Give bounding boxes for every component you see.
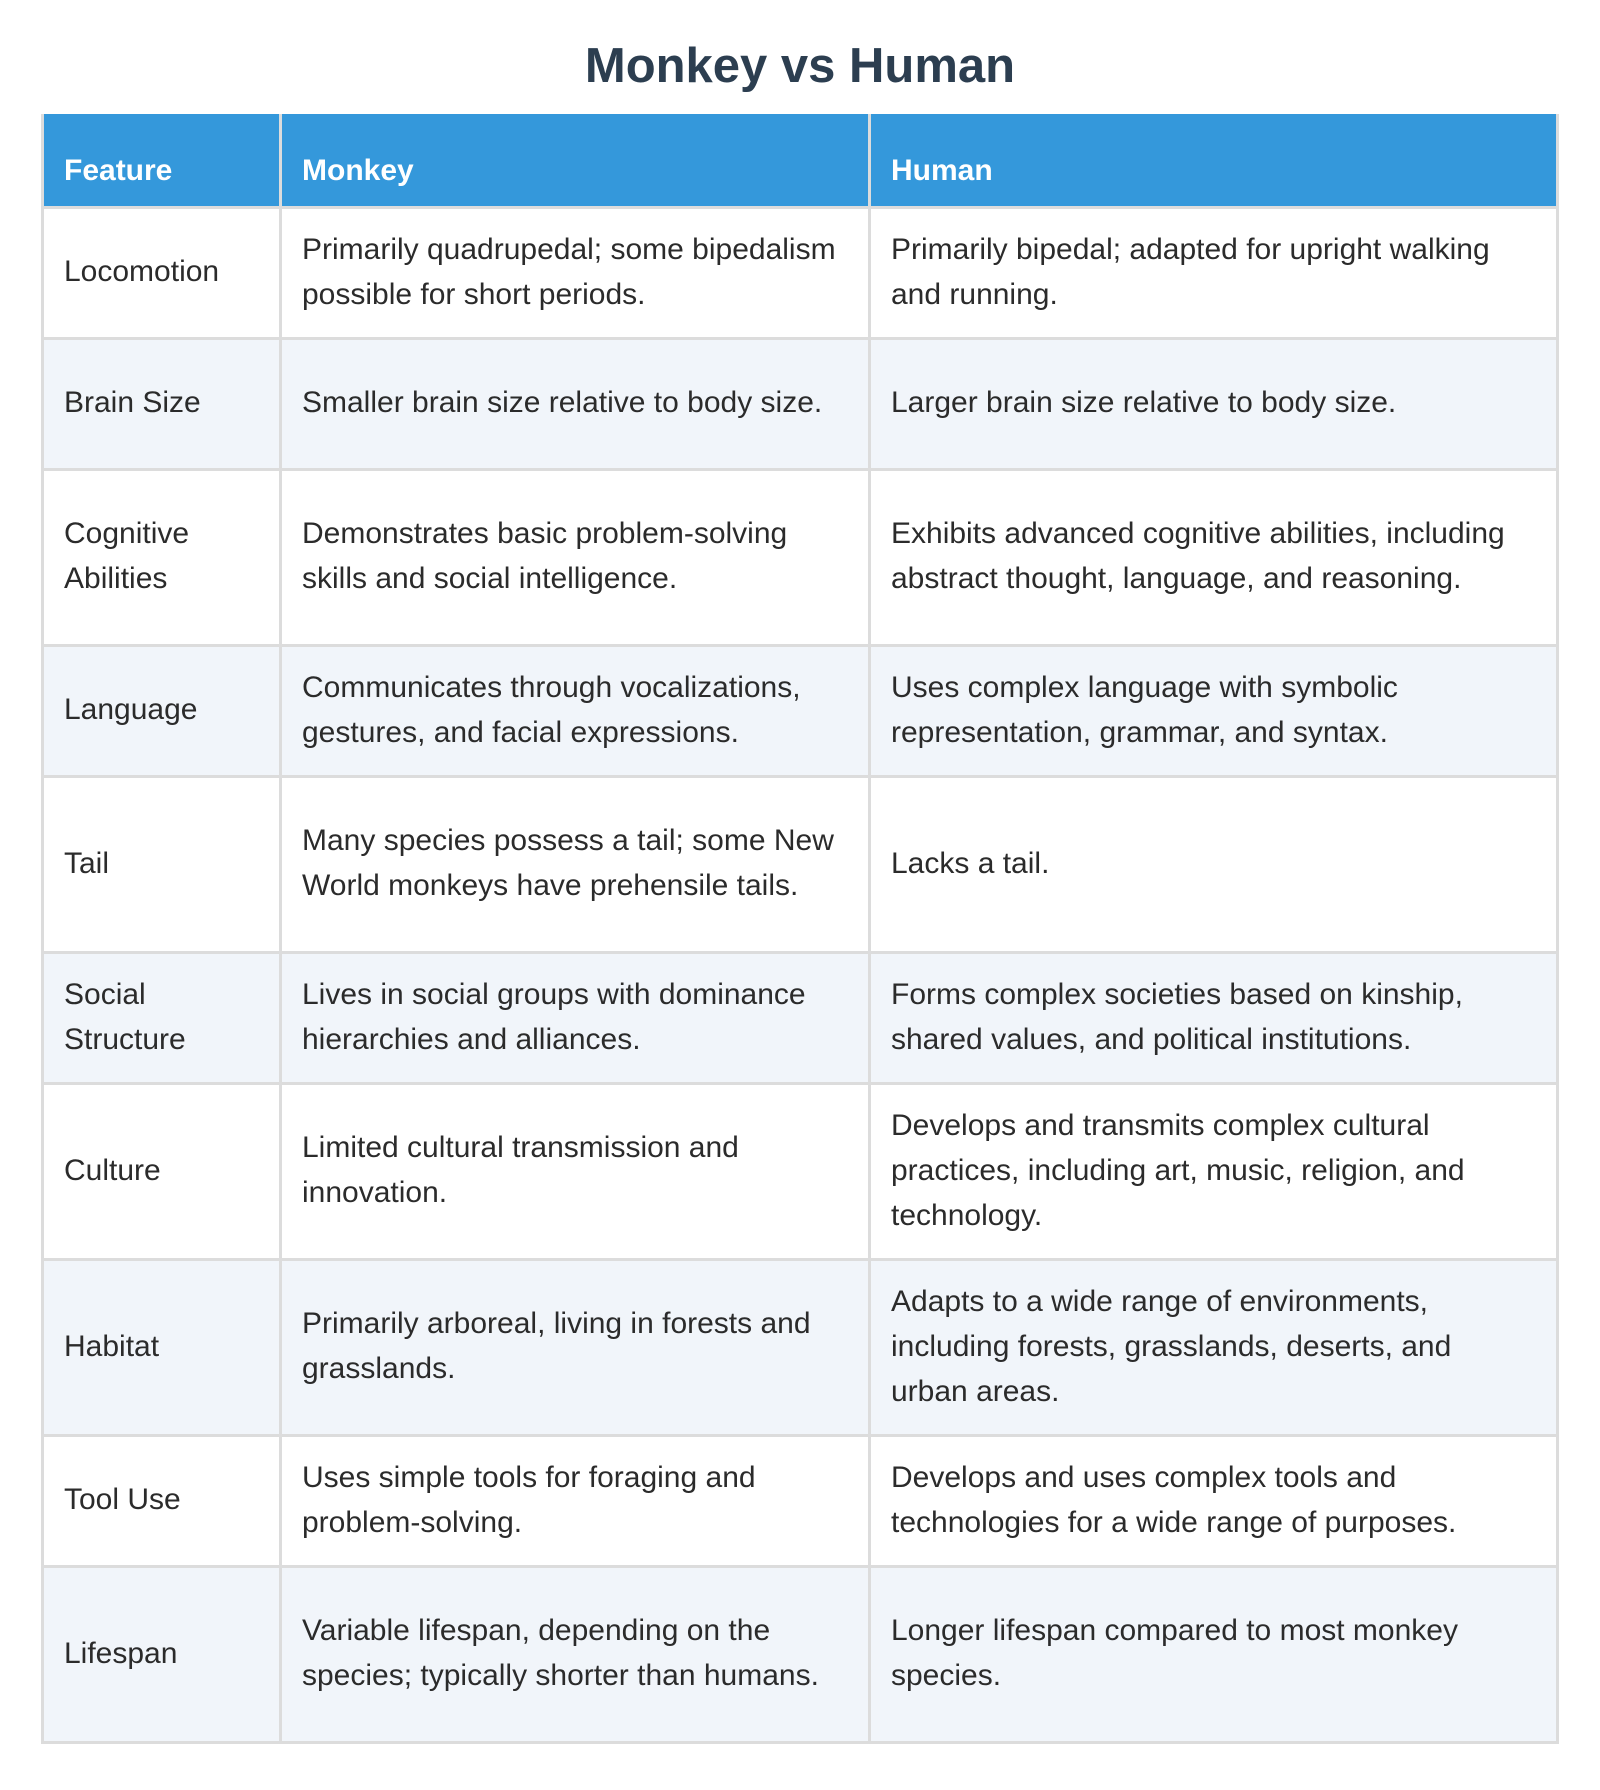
- table-body: [43, 207, 1558, 1742]
- table-row: [43, 645, 1558, 776]
- feature-cell: Tail: [43, 776, 281, 952]
- header-human: Human: [870, 114, 1558, 207]
- feature-cell: Social Structure: [43, 952, 281, 1083]
- table-row: [43, 1566, 1558, 1742]
- monkey-cell: Lives in social groups with dominance hierarchies and alliances.: [281, 952, 870, 1083]
- header-row: [43, 114, 1558, 207]
- monkey-cell: Demonstrates basic problem-solving skills and social intelligence.: [281, 469, 870, 645]
- feature-cell: Brain Size: [43, 338, 281, 469]
- human-cell: Primarily bipedal; adapted for upright walking and running.: [870, 207, 1558, 338]
- feature-cell: Tool Use: [43, 1435, 281, 1566]
- monkey-cell: Uses simple tools for foraging and problem-solving.: [281, 1435, 870, 1566]
- human-cell: Adapts to a wide range of environments, including forests, grasslands, deserts, and urban areas.: [870, 1259, 1558, 1435]
- feature-cell: Locomotion: [43, 207, 281, 338]
- monkey-cell: Primarily quadrupedal; some bipedalism possible for short periods.: [281, 207, 870, 338]
- table-row: [43, 469, 1558, 645]
- table-row: [43, 207, 1558, 338]
- table-row: [43, 1435, 1558, 1566]
- comparison-table: [41, 114, 1559, 1744]
- human-cell: Develops and transmits complex cultural practices, including art, music, religion, and technology.: [870, 1083, 1558, 1259]
- human-cell: Develops and uses complex tools and technologies for a wide range of purposes.: [870, 1435, 1558, 1566]
- human-cell: Lacks a tail.: [870, 776, 1558, 952]
- human-cell: Exhibits advanced cognitive abilities, including abstract thought, language, and reasoning.: [870, 469, 1558, 645]
- header-feature: Feature: [43, 114, 281, 207]
- header-monkey: Monkey: [281, 114, 870, 207]
- monkey-cell: Variable lifespan, depending on the species; typically shorter than humans.: [281, 1566, 870, 1742]
- monkey-cell: Communicates through vocalizations, gestures, and facial expressions.: [281, 645, 870, 776]
- feature-cell: Cognitive Abilities: [43, 469, 281, 645]
- human-cell: Uses complex language with symbolic representation, grammar, and syntax.: [870, 645, 1558, 776]
- feature-cell: Language: [43, 645, 281, 776]
- monkey-cell: Many species possess a tail; some New World monkeys have prehensile tails.: [281, 776, 870, 952]
- monkey-cell: Primarily arboreal, living in forests and grasslands.: [281, 1259, 870, 1435]
- human-cell: Longer lifespan compared to most monkey species.: [870, 1566, 1558, 1742]
- table-row: [43, 1083, 1558, 1259]
- table-row: [43, 338, 1558, 469]
- table-row: [43, 1259, 1558, 1435]
- page-title: Monkey vs Human: [584, 39, 1016, 93]
- feature-cell: Habitat: [43, 1259, 281, 1435]
- monkey-cell: Limited cultural transmission and innovation.: [281, 1083, 870, 1259]
- monkey-cell: Smaller brain size relative to body size.: [281, 338, 870, 469]
- feature-cell: Lifespan: [43, 1566, 281, 1742]
- table-row: [43, 952, 1558, 1083]
- table-header: [43, 114, 1558, 207]
- feature-cell: Culture: [43, 1083, 281, 1259]
- table-row: [43, 776, 1558, 952]
- human-cell: Forms complex societies based on kinship, shared values, and political institutions.: [870, 952, 1558, 1083]
- human-cell: Larger brain size relative to body size.: [870, 338, 1558, 469]
